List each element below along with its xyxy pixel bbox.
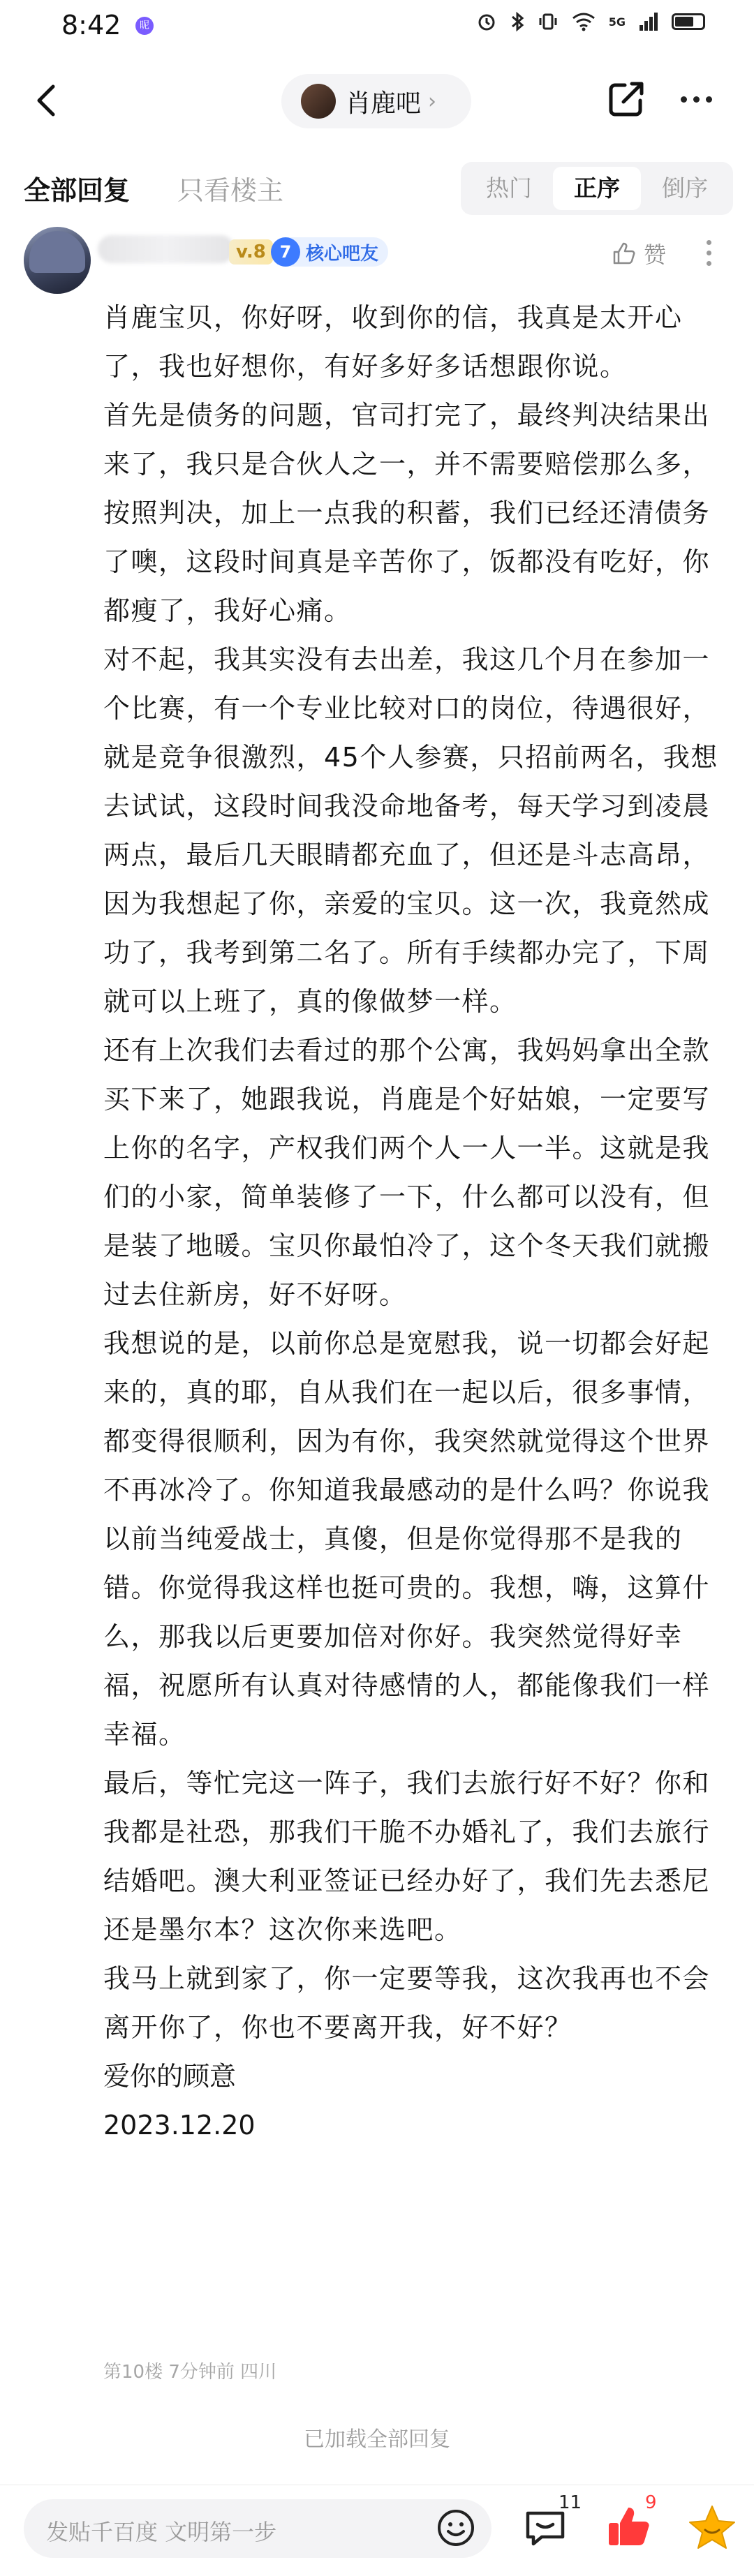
core-badge-label: 核心吧友 bbox=[306, 243, 379, 265]
battery-icon bbox=[672, 13, 705, 30]
reply-input[interactable] bbox=[24, 2499, 491, 2558]
post-floor-meta: 第10楼 7分钟前 四川 bbox=[103, 2362, 277, 2383]
emoji-icon[interactable] bbox=[436, 2508, 476, 2548]
post-paragraph: 我马上就到家了，你一定要等我，这次我再也不会离开你了，你也不要离开我，好不好？ bbox=[103, 1963, 711, 2043]
alarm-icon bbox=[476, 11, 497, 32]
core-badge-number: 7 bbox=[271, 237, 300, 267]
like-count: 9 bbox=[645, 2492, 657, 2513]
forum-name: 肖鹿吧 bbox=[346, 89, 422, 118]
bottom-action-bar bbox=[0, 2485, 754, 2576]
post-date: 2023.12.20 bbox=[103, 2110, 256, 2141]
wifi-icon bbox=[571, 11, 596, 32]
post-paragraph: 我想说的是，以前你总是宽慰我，说一切都会好起来的，真的耶，自从我们在一起以后，很多事情，都变得很顺利，因为有你，我突然就觉得这个世界不再冰冷了。你知道我最感动的是什么吗？你说我以前当纯爱战士，真傻，但是你觉得那不是我的错。你觉得我这样也挺可贵的。我想，嗨，这算什么，那我以后更要加倍对你好。我突然觉得好幸福，祝愿所有认真对待感情的人，都能像我们一样幸福。 bbox=[103, 1328, 711, 1750]
thumbs-up-icon bbox=[612, 241, 637, 266]
back-icon[interactable] bbox=[27, 80, 68, 121]
top-nav bbox=[0, 56, 754, 147]
notification-badge: 昵 bbox=[135, 17, 154, 35]
reply-tabs bbox=[0, 162, 754, 218]
vibrate-icon bbox=[538, 11, 559, 32]
signal-bars-icon bbox=[638, 11, 659, 32]
post-paragraph: 首先是债务的问题，官司打完了，最终判决结果出来了，我只是合伙人之一，并不需要赔偿那么多，按照判决，加上一点我的积蓄，我们已经还清债务了噢，这段时间真是辛苦你了，饭都没有吃好，你都瘦了，我好心痛。 bbox=[103, 400, 711, 626]
like-button[interactable] bbox=[612, 237, 666, 269]
level-badge: v.8 bbox=[229, 239, 273, 265]
username-blurred[interactable] bbox=[98, 235, 235, 263]
chevron-right-icon: › bbox=[428, 89, 437, 114]
forum-entry-button[interactable] bbox=[281, 74, 471, 128]
post-paragraph: 对不起，我其实没有去出差，我这几个月在参加一个比赛，有一个专业比较对口的岗位，待遇很好，就是竞争很激烈，45个人参赛，只招前两名，我想去试试，这段时间我没命地备考，每天学习到凌晨两点，最后几天眼睛都充血了，但还是斗志高昂，因为我想起了你，亲爱的宝贝。这一次，我竟然成功了，我考到第二名了。所有手续都办完了，下周就可以上班了，真的像做梦一样。 bbox=[103, 644, 718, 1017]
more-icon[interactable] bbox=[672, 77, 720, 121]
like-label: 赞 bbox=[644, 241, 667, 268]
avatar[interactable] bbox=[24, 227, 91, 294]
bluetooth-icon bbox=[510, 11, 525, 32]
post-signature: 爱你的顾意 bbox=[103, 2061, 237, 2092]
star-icon[interactable] bbox=[687, 2502, 737, 2552]
forum-avatar bbox=[301, 84, 336, 119]
post-content bbox=[103, 293, 732, 2150]
status-time: 8:42 bbox=[61, 10, 121, 40]
core-member-badge bbox=[271, 237, 388, 267]
post-paragraph: 肖鹿宝贝，你好呀，收到你的信，我真是太开心了，我也好想你，有好多好多话想跟你说。 bbox=[103, 302, 683, 382]
tab-op-only[interactable]: 只看楼主 bbox=[177, 175, 284, 206]
signal-icon: 5G bbox=[608, 15, 626, 29]
post-more-icon[interactable] bbox=[705, 240, 712, 266]
post-paragraph: 还有上次我们去看过的那个公寓，我妈妈拿出全款买下来了，她跟我说，肖鹿是个好姑娘，一定要写上你的名字，产权我们两个人一人一半。这就是我们的小家，简单装修了一下，什么都可以没有，但是装了地暖。宝贝你最怕冷了，这个冬天我们就搬过去住新房，好不好呀。 bbox=[103, 1035, 711, 1310]
sort-hot[interactable]: 热门 bbox=[486, 174, 532, 202]
all-loaded-text: 已加载全部回复 bbox=[304, 2427, 450, 2452]
status-icons bbox=[476, 11, 705, 32]
sort-descending[interactable]: 倒序 bbox=[662, 174, 708, 202]
status-bar bbox=[0, 0, 754, 56]
tab-all-replies[interactable]: 全部回复 bbox=[24, 175, 131, 206]
share-icon[interactable] bbox=[604, 77, 649, 121]
reply-placeholder: 发贴千百度 文明第一步 bbox=[46, 2519, 277, 2545]
comment-count: 11 bbox=[559, 2492, 582, 2513]
post-paragraph: 最后，等忙完这一阵子，我们去旅行好不好？你和我都是社恐，那我们干脆不办婚礼了，我们去旅行结婚吧。澳大利亚签证已经办好了，我们先去悉尼还是墨尔本？这次你来选吧。 bbox=[103, 1768, 711, 1945]
sort-ascending[interactable]: 正序 bbox=[553, 167, 641, 210]
sort-segmented-control bbox=[461, 162, 733, 215]
